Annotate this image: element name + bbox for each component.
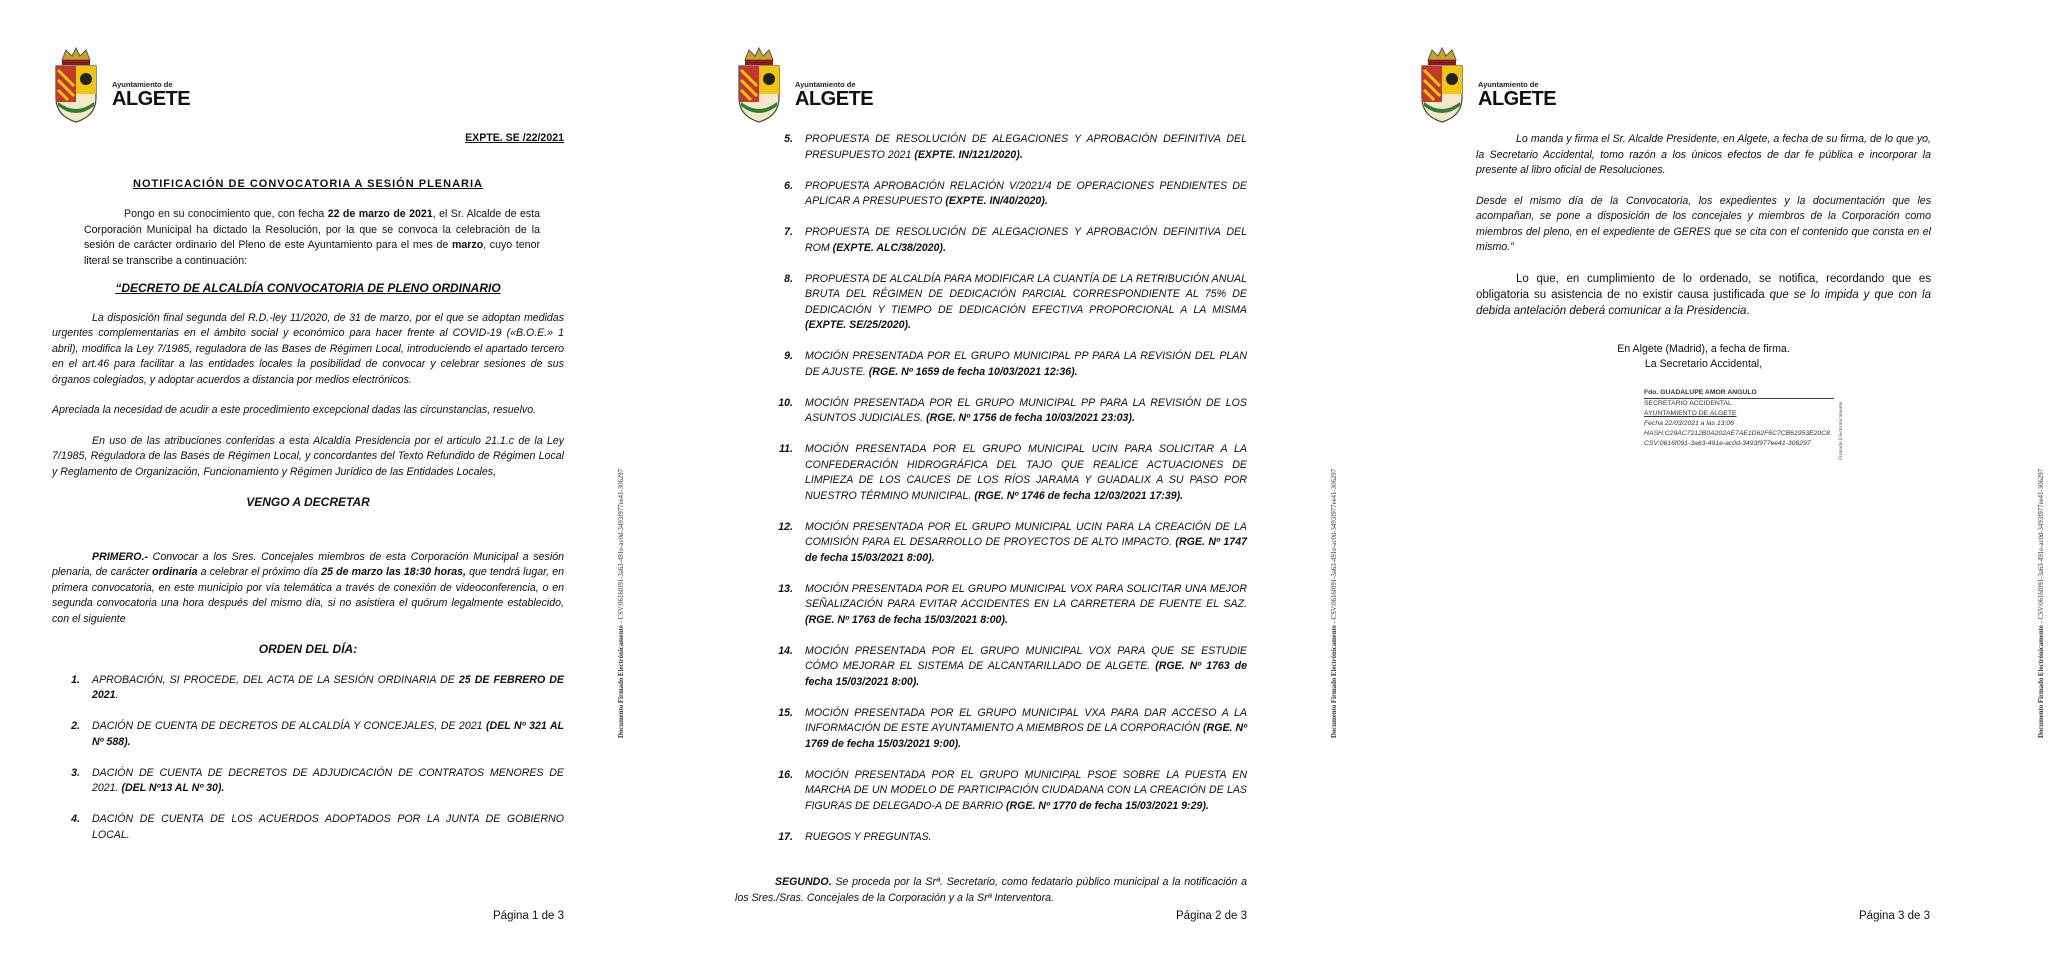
agenda-item: 16. MOCIÓN PRESENTADA POR EL GRUPO MUNICIPAL PSOE SOBRE LA PUESTA EN MARCHA DE UN MODELO DE PARTICIPACIÓN CIUDADANA CON LA CREACIÓN DE LAS FIGURAS DE DELEGADO-A DE BARRIO (RGE. Nº 1770 de fecha 15/03/2021 9:29). [778,768,1247,812]
primero-paragraph: PRIMERO.- Convocar a los Sres. Concejales miembros de esta Corporación Municipal a sesión plenaria, de carácter ordinaria a celebrar el próximo día 25 de marzo las 18:30 horas, que tendrá lugar, en primera convocatoria, en este municipio por vía telemática a través de conexión de videoconferencia, o en segunda convocatoria una hora después del mismo día, si no asistiera el quórum legalmente establecido, con el siguiente [52,550,564,625]
page-footer: Página 1 de 3 [493,910,564,922]
signature-role: La Secretario Accidental, [1644,358,1763,370]
org-name-small: Ayuntamiento de [795,80,856,89]
algete-logo [735,46,874,126]
paragraph-1: La disposición final segunda del R.D.-ley 11/2020, de 31 de marzo, por el que se adoptan medidas urgentes complementarias en el ámbito social y económico para hacer frente al COVID-19 («B.O.E.» 1 abril), modifica la Ley 7/1985, reguladora de las Bases de Régimen Local, introduciendo el apartado tercero en el art.46 para facilitar a las entidades locales la posibilidad de convocar y celebrar sesiones de sus órganos colegiados, y adoptar acuerdos a distancia por medios electrónicos. [52,311,564,386]
signature-csv: CSV:0616f091-3a63-491e-ac0d-3493f977ee41-306297 [1644,440,1811,447]
agenda-item: 3. DACIÓN DE CUENTA DE DECRETOS DE ADJUDICACIÓN DE CONTRATOS MENORES DE 2021. (DEL Nº13 AL Nº 30). [71,766,564,794]
signer-role: SECRETARIO ACCIDENTAL [1644,400,1732,407]
page-3 [1366,0,2048,975]
agenda-item: 8. PROPUESTA DE ALCALDÍA PARA MODIFICAR LA CUANTÍA DE LA RETRIBUCIÓN ANUAL BRUTA DEL RÉGIMEN DE DEDICACIÓN PARCIAL CORRESPONDIENTE AL 75% DE DEDICACIÓN Y TIEMPO DE DEDICACIÓN EFECTIVA PROPORCIONAL A LA MISMA (EXPTE. SE/25/2020). [784,272,1247,331]
signer-name: Fdo. GUADALUPE AMOR ANGULO [1644,389,1757,396]
agenda-list [52,673,564,844]
coat-of-arms-icon [52,46,100,126]
org-name-big: ALGETE [795,88,874,110]
agenda-item: 14. MOCIÓN PRESENTADA POR EL GRUPO MUNICIPAL VOX PARA QUE SE ESTUDIE CÓMO MEJORAR EL SISTEMA DE ALCANTARILLADO DE ALGETE. (RGE. Nº 1763 de fecha 15/03/2021 8:00). [778,644,1247,688]
agenda-item: 6. PROPUESTA APROBACIÓN RELACIÓN V/2021/4 DE OPERACIONES PENDIENTES DE APLICAR A PRESUPUESTO (EXPTE. IN/40/2020). [784,179,1247,207]
org-name-big: ALGETE [112,88,191,110]
segundo-paragraph: SEGUNDO. Se proceda por la Srª. Secretario, como fedatario público municipal a la notificación a los Sres./Sras. Concejales de la Corporación y a la Srª Interventora. [735,876,1247,904]
agenda-item: 17. RUEGOS Y PREGUNTAS. [778,830,932,843]
page-1 [0,0,683,975]
org-name-small: Ayuntamiento de [1478,80,1539,89]
agenda-item: 10. MOCIÓN PRESENTADA POR EL GRUPO MUNICIPAL PP PARA LA REVISIÓN DE LOS ASUNTOS JUDICIALES. (RGE. Nº 1756 de fecha 10/03/2021 23:03). [778,396,1247,424]
signature-date: Fecha 22/03/2021 a las 13:06 [1644,420,1734,427]
paragraph-2: Apreciada la necesidad de acudir a este procedimiento excepcional dadas las circunstancias, resuelvo. [52,404,537,416]
agenda-item: 2. DACIÓN DE CUENTA DE DECRETOS DE ALCALDÍA Y CONCEJALES, DE 2021 (DEL Nº 321 AL Nº 588). [71,720,564,748]
page2-body [735,132,1247,906]
side-stamp: Documento Firmado Electrónicamente - CSV:0616f091-3a63-491e-ac0d-3493f977ee41-306297 [2038,468,2045,738]
coat-of-arms-icon [735,46,783,126]
agenda-item: 9. MOCIÓN PRESENTADA POR EL GRUPO MUNICIPAL PP PARA LA REVISIÓN DEL PLAN DE AJUSTE. (RGE. Nº 1659 de fecha 10/03/2021 12:36). [784,350,1247,378]
paragraph-3: En uso de las atribuciones conferidas a esta Alcaldía Presidencia por el articulo 21.1.c de la Ley 7/1985, Reguladora de las Bases de Régimen Local, y concordantes del Texto Refundido de Régimen Local y Reglamento de Organización, Funcionamiento y Régimen Jurídico de las Entidades Locales, [52,434,564,478]
agenda-item: 11. MOCIÓN PRESENTADA POR EL GRUPO MUNICIPAL UCIN PARA SOLICITAR A LA CONFEDERACIÓN HIDROGRÁFICA DEL TAJO QUE REALICE ACTUACIONES DE LIMPIEZA DE LOS CAUCES DE LOS RÍOS JARAMA Y GUADALIX A SU PASO POR NUESTRO TÉRMINO MUNICIPAL. (RGE. Nº 1746 de fecha 12/03/2021 17:39). [779,443,1247,502]
page1-body [52,207,564,859]
paragraph-3: Lo que, en cumplimiento de lo ordenado, se notifica, recordando que es obligatoria su asistencia de no existir causa justificada que se lo impida y que con la debida antelación deberá comunicar a la Presidencia. [1476,272,1931,317]
algete-logo [1418,46,1557,126]
signature-place: En Algete (Madrid), a fecha de firma. [1617,342,1790,355]
algete-logo [52,46,191,126]
agenda-item: 4. DACIÓN DE CUENTA DE LOS ACUERDOS ADOPTADOS POR LA JUNTA DE GOBIERNO LOCAL. [71,813,564,841]
side-stamp: Documento Firmado Electrónicamente - CSV:0616f091-3a63-491e-ac0d-3493f977ee41-306297 [1331,468,1338,738]
agenda-item: 7. PROPUESTA DE RESOLUCIÓN DE ALEGACIONES Y APROBACIÓN DEFINITIVA DEL ROM (EXPTE. ALC/38/2020). [784,226,1247,254]
agenda-item: 15. MOCIÓN PRESENTADA POR EL GRUPO MUNICIPAL VXA PARA DAR ACCESO A LA INFORMACIÓN DE ESTE AYUNTAMIENTO A MIEMBROS DE LA CORPORACIÓN (RGE. Nº 1769 de fecha 15/03/2021 9:00). [778,706,1247,750]
page-footer: Página 3 de 3 [1859,910,1930,922]
signer-org: AYUNTAMIENTO DE ALGETE [1644,410,1737,417]
electronic-signature-block [1644,388,1904,449]
agenda-item: 12. MOCIÓN PRESENTADA POR EL GRUPO MUNICIPAL UCIN PARA LA CREACIÓN DE LA COMISIÓN PARA EL DESARROLLO DE PROYECTOS DE ALTO IMPACTO. (RGE. Nº 1747 de fecha 15/03/2021 8:00). [778,520,1247,564]
coat-of-arms-icon [1418,46,1466,126]
side-stamp: Documento Firmado Electrónicamente - CSV:0616f091-3a63-491e-ac0d-3493f977ee41-306297 [618,468,625,738]
agenda-item: 5. PROPUESTA DE RESOLUCIÓN DE ALEGACIONES Y APROBACIÓN DEFINITIVA DEL PRESUPUESTO 2021 (EXPTE. IN/121/2020). [784,133,1247,161]
page-2 [683,0,1366,975]
page-title: NOTIFICACIÓN DE CONVOCATORIA A SESIÓN PLENARIA [133,178,483,190]
orden-heading: ORDEN DEL DÍA: [258,642,358,656]
page3-body [1476,132,1931,373]
org-name-big: ALGETE [1478,88,1557,110]
page-footer: Página 2 de 3 [1176,910,1247,922]
org-name-small: Ayuntamiento de [112,80,173,89]
agenda-item: 1. APROBACIÓN, SI PROCEDE, DEL ACTA DE LA SESIÓN ORDINARIA DE 25 DE FEBRERO DE 2021. [71,673,564,701]
expediente-number: EXPTE. SE /22/2021 [465,132,564,144]
signature-side-label: Firmado Electrónicamente [1838,401,1844,460]
paragraph-2: Desde el mismo día de la Convocatoria, los expedientes y la documentación que les acompañan, se pone a disposición de los concejales y miembros de la Corporación como miembros del pleno, en el expediente de GERES que se cita con el contenido que consta en el mismo.” [1476,194,1931,253]
intro-paragraph: Pongo en su conocimiento que, con fecha 22 de marzo de 2021, el Sr. Alcalde de esta Corporación Municipal ha dictado la Resolución, por la que se convoca la celebración de la sesión de carácter ordinario del Pleno de este Ayuntamiento para el mes de marzo, cuyo tenor literal se transcribe a continuación: [84,208,540,267]
vengo-heading: VENGO A DECRETAR [246,495,370,509]
signature-hash: HASH:C29AC7212B0A202AE7AE1D62F6C7CB61953E20C8 [1644,430,1830,437]
decreto-title: “DECRETO DE ALCALDÍA CONVOCATORIA DE PLENO ORDINARIO [115,281,501,295]
paragraph-1: Lo manda y firma el Sr. Alcalde Presidente, en Algete, a fecha de su firma, de lo que yo, la Secretario Accidental, tomo razón a los únicos efectos de dar fe pública e incorporar la presente al libro oficial de Resoluciones. [1476,133,1931,176]
agenda-item: 13. MOCIÓN PRESENTADA POR EL GRUPO MUNICIPAL VOX PARA SOLICITAR UNA MEJOR SEÑALIZACIÓN PARA EVITAR ACCIDENTES EN LA CARRETERA DE FUENTE EL SAZ. (RGE. Nº 1763 de fecha 15/03/2021 8:00). [778,582,1247,626]
agenda-list [765,132,1247,845]
